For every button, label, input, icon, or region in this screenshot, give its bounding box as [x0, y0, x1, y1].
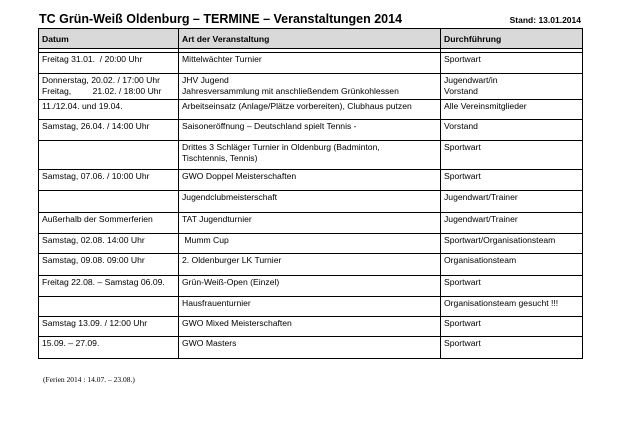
lead-cell-line: Sportwart/Organisationsteam [444, 235, 556, 245]
event-cell-line: GWO Masters [182, 338, 237, 348]
date-cell [39, 317, 179, 337]
table-row [39, 170, 583, 191]
lead-cell [441, 337, 583, 359]
date-cell [39, 53, 179, 74]
event-cell-line: Tischtennis, Tennis) [182, 153, 258, 163]
date-cell [39, 234, 179, 254]
lead-cell-line: Jugendwart/Trainer [444, 214, 518, 224]
lead-cell [441, 74, 583, 100]
lead-cell [441, 213, 583, 234]
table-row [39, 53, 583, 74]
page-header [39, 12, 581, 28]
event-cell-line: GWO Doppel Meisterschaften [182, 171, 297, 181]
event-cell [179, 100, 441, 120]
table-row [39, 317, 583, 337]
event-cell [179, 170, 441, 191]
table-row [39, 337, 583, 359]
date-cell-line: Samstag, 26.04. / 14:00 Uhr [42, 121, 150, 131]
stand-date: Stand: 13.01.2014 [509, 15, 581, 25]
event-cell-line: Grün-Weiß-Open (Einzel) [182, 277, 280, 287]
table-row [39, 100, 583, 120]
lead-cell [441, 53, 583, 74]
event-cell-line: JHV Jugend [182, 75, 229, 85]
date-cell [39, 100, 179, 120]
table-body [39, 49, 583, 359]
lead-cell-line: Vorstand [444, 86, 478, 96]
date-cell-line: Donnerstag, 20.02. / 17:00 Uhr [42, 75, 161, 85]
date-cell-line: Samstag, 09.08. 09:00 Uhr [42, 255, 145, 265]
date-cell [39, 337, 179, 359]
page-title: TC Grün-Weiß Oldenburg – TERMINE – Veranstaltungen 2014 [39, 12, 403, 26]
event-cell-line: Mittelwächter Turnier [182, 54, 262, 64]
date-cell [39, 276, 179, 297]
lead-cell [441, 100, 583, 120]
holiday-footnote: (Ferien 2014 : 14.07. – 23.08.) [43, 375, 135, 384]
lead-cell [441, 120, 583, 141]
event-cell [179, 317, 441, 337]
lead-cell-line: Vorstand [444, 121, 478, 131]
events-table [38, 28, 583, 359]
event-cell [179, 254, 441, 276]
table-row [39, 191, 583, 213]
table-row [39, 74, 583, 100]
event-cell [179, 213, 441, 234]
event-cell-line: Arbeitseinsatz (Anlage/Plätze vorbereiten), Clubhaus putzen [182, 101, 412, 111]
column-header-event: Art der Veranstaltung [179, 29, 441, 49]
lead-cell-line: Jugendwart/Trainer [444, 192, 518, 202]
event-cell [179, 191, 441, 213]
event-cell [179, 120, 441, 141]
table-row [39, 120, 583, 141]
event-cell-line: Mumm Cup [182, 235, 229, 245]
event-cell [179, 74, 441, 100]
lead-cell [441, 141, 583, 170]
lead-cell-line: Sportwart [444, 171, 481, 181]
date-cell-line: Samstag, 02.08. 14:00 Uhr [42, 235, 145, 245]
date-cell [39, 120, 179, 141]
event-cell [179, 297, 441, 317]
date-cell-line: Freitag, 21.02. / 18:00 Uhr [42, 86, 162, 96]
date-cell-line: 15.09. – 27.09. [42, 338, 100, 348]
date-cell [39, 141, 179, 170]
event-cell-line: Saisoneröffnung – Deutschland spielt Tennis - [182, 121, 357, 131]
date-cell [39, 297, 179, 317]
table-row [39, 297, 583, 317]
lead-cell [441, 191, 583, 213]
table-row [39, 234, 583, 254]
event-cell-line: 2. Oldenburger LK Turnier [182, 255, 282, 265]
lead-cell-line: Sportwart [444, 54, 481, 64]
column-header-lead: Durchführung [441, 29, 583, 49]
event-cell [179, 337, 441, 359]
lead-cell-line: Sportwart [444, 142, 481, 152]
lead-cell [441, 297, 583, 317]
lead-cell-line: Organisationsteam gesucht !!! [444, 298, 559, 308]
event-cell [179, 53, 441, 74]
date-cell-line: Außerhalb der Sommerferien [42, 214, 153, 224]
event-cell-line: Jugendclubmeisterschaft [182, 192, 278, 202]
table-row [39, 213, 583, 234]
lead-cell [441, 317, 583, 337]
lead-cell [441, 276, 583, 297]
lead-cell-line: Sportwart [444, 338, 481, 348]
date-cell-line: Samstag 13.09. / 12:00 Uhr [42, 318, 148, 328]
table-row [39, 141, 583, 170]
event-cell-line: Hausfrauenturnier [182, 298, 251, 308]
event-cell [179, 234, 441, 254]
date-cell-line: Freitag 31.01. / 20:00 Uhr [42, 54, 143, 64]
table-row [39, 254, 583, 276]
event-cell [179, 141, 441, 170]
lead-cell-line: Organisationsteam [444, 255, 517, 265]
date-cell [39, 254, 179, 276]
date-cell-line: 11./12.04. und 19.04. [42, 101, 123, 111]
lead-cell [441, 234, 583, 254]
date-cell [39, 191, 179, 213]
date-cell [39, 170, 179, 191]
date-cell-line: Samstag, 07.06. / 10:00 Uhr [42, 171, 150, 181]
lead-cell-line: Sportwart [444, 318, 481, 328]
lead-cell-line: Alle Vereinsmitglieder [444, 101, 527, 111]
lead-cell [441, 254, 583, 276]
event-cell-line: Jahresversammlung mit anschließendem Grünkohlessen [182, 86, 399, 96]
table-row [39, 276, 583, 297]
date-cell [39, 74, 179, 100]
event-cell-line: TAT Jugendturnier [182, 214, 252, 224]
table-header-row [39, 29, 583, 49]
date-cell [39, 213, 179, 234]
event-cell [179, 276, 441, 297]
column-header-date: Datum [39, 29, 179, 49]
date-cell-line: Freitag 22.08. – Samstag 06.09. [42, 277, 165, 287]
lead-cell [441, 170, 583, 191]
event-cell-line: GWO Mixed Meisterschaften [182, 318, 292, 328]
event-cell-line: Drittes 3 Schläger Turnier in Oldenburg (Badminton, [182, 142, 380, 152]
lead-cell-line: Jugendwart/in [444, 75, 498, 85]
lead-cell-line: Sportwart [444, 277, 481, 287]
